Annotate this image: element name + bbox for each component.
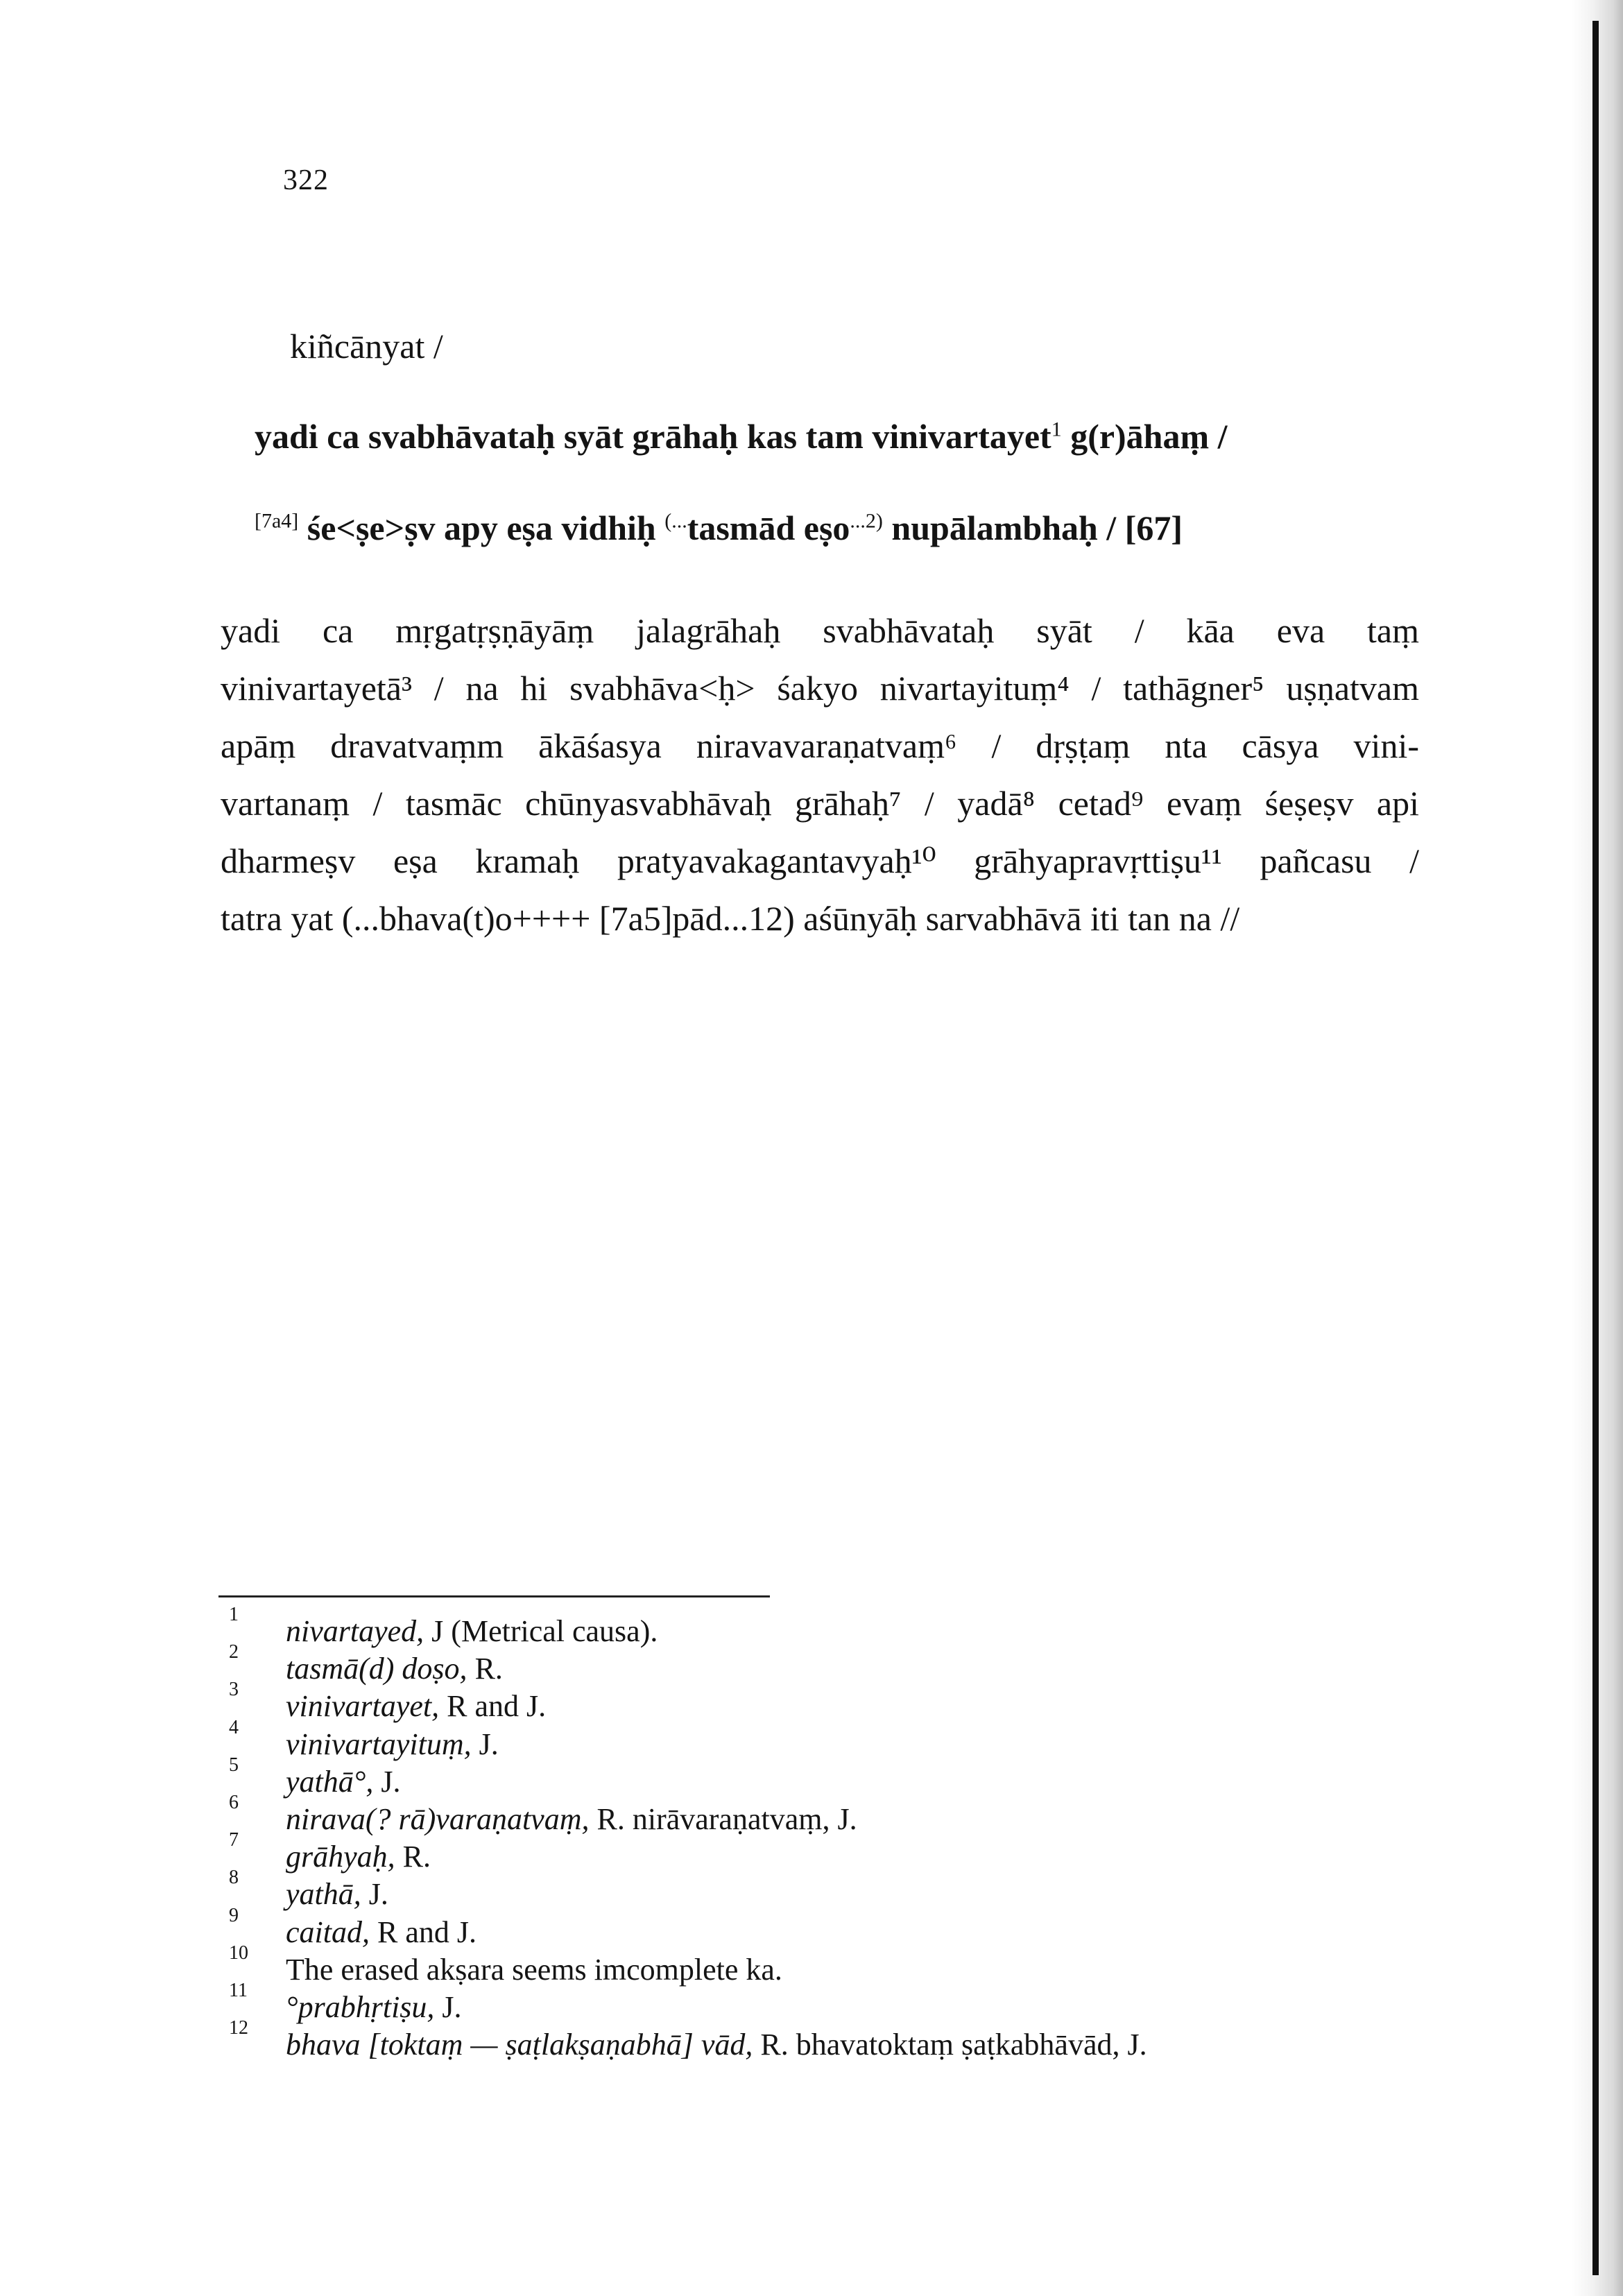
verse-line-1-text: yadi ca svabhāvataḥ syāt grāhaḥ kas tam vinivartayet xyxy=(255,417,1051,456)
footnote-number: 2 xyxy=(229,1641,239,1663)
folio-marker: [7a4] xyxy=(255,509,299,533)
footnote-number: 3 xyxy=(229,1679,239,1701)
verse-line-2 xyxy=(255,508,1183,548)
footnote-item xyxy=(229,1679,1269,1726)
intro-line: kiñcānyat / xyxy=(290,327,443,366)
footnote-item xyxy=(229,1641,1269,1688)
commentary-paragraph xyxy=(221,602,1419,948)
footnote-italic: vinivartayet, xyxy=(286,1689,440,1724)
footnote-number: 5 xyxy=(229,1754,239,1776)
footnote-number: 9 xyxy=(229,1904,239,1926)
verse-line-2-a: śe<ṣe>ṣv apy eṣa vidhiḥ xyxy=(298,508,665,547)
footnote-text: R and J. xyxy=(369,1914,476,1949)
page-number: 322 xyxy=(283,164,329,196)
footnote-ref-1[interactable]: 1 xyxy=(1051,418,1062,441)
footnote-number: 10 xyxy=(229,1942,248,1964)
footnote-italic: vinivartayituṃ, xyxy=(286,1727,472,1761)
footnote-italic: nirava(? rā)varaṇatvaṃ, xyxy=(286,1801,590,1836)
footnote-text: R. nirāvaraṇatvaṃ, J. xyxy=(589,1801,857,1836)
footnote-italic: °prabhṛtiṣu, xyxy=(286,1989,435,2024)
commentary-line: dharmeṣv eṣa kramaḥ pratyavakagantavyaḥ¹⁰ grāhyapravṛttiṣu¹¹ pañcasu / xyxy=(221,841,1419,880)
footnote-item xyxy=(229,1979,1269,2027)
footnote-number: 4 xyxy=(229,1716,239,1738)
verse-line-1-end: g(r)āhaṃ / xyxy=(1061,417,1228,456)
footnotes-list xyxy=(229,1604,1269,2064)
footnote-text: J. xyxy=(361,1877,388,1912)
footnote-italic: nivartayed, xyxy=(286,1614,424,1648)
footnote-divider xyxy=(218,1595,770,1597)
verse-line-2-c: nupālambhaḥ / [67] xyxy=(882,508,1183,547)
footnote-italic: tasmā(d) doṣo, xyxy=(286,1652,467,1686)
footnote-text: J. xyxy=(471,1727,499,1761)
footnote-ref-2-close[interactable]: ...2) xyxy=(850,509,883,533)
commentary-line: yadi ca mṛgatṛṣṇāyāṃ jalagrāhaḥ svabhāvataḥ syāt / kāa eva taṃ xyxy=(221,611,1419,650)
footnote-ref-2-open[interactable]: (... xyxy=(664,509,687,533)
footnote-item xyxy=(229,1942,1269,1989)
footnote-text: The erased akṣara seems imcomplete ka. xyxy=(286,1952,782,1987)
footnote-item xyxy=(229,1754,1269,1801)
footnote-italic: grāhyaḥ, xyxy=(286,1840,395,1874)
footnote-item xyxy=(229,2017,1269,2064)
footnote-italic: yathā, xyxy=(286,1877,361,1912)
footnote-item xyxy=(229,1829,1269,1876)
footnote-number: 1 xyxy=(229,1604,239,1625)
footnote-text: J. xyxy=(373,1764,401,1799)
commentary-line: vartanaṃ / tasmāc chūnyasvabhāvaḥ grāhaḥ⁷ / yadā⁸ cetad⁹ evaṃ śeṣeṣv api xyxy=(221,784,1419,823)
footnote-italic: yathā°, xyxy=(286,1764,374,1799)
footnote-item xyxy=(229,1791,1269,1839)
footnote-italic: bhava [toktaṃ — ṣaṭlakṣaṇabhā] vād, xyxy=(286,2028,753,2062)
commentary-line: tatra yat (...bhava(t)o++++ [7a5]pād...12) aśūnyāḥ sarvabhāvā iti tan na // xyxy=(221,899,1240,938)
footnote-number: 12 xyxy=(229,2017,248,2039)
footnote-number: 8 xyxy=(229,1867,239,1889)
footnote-item xyxy=(229,1867,1269,1914)
footnote-item xyxy=(229,1716,1269,1764)
footnote-text: J (Metrical causa). xyxy=(424,1614,658,1648)
verse-line-1 xyxy=(255,416,1228,456)
footnote-item xyxy=(229,1904,1269,1952)
footnote-item xyxy=(229,1604,1269,1651)
footnote-italic: caitad, xyxy=(286,1914,370,1949)
verse-line-2-b: tasmād eṣo xyxy=(687,508,850,547)
commentary-line: vinivartayetā³ / na hi svabhāva<ḥ> śakyo nivartayituṃ⁴ / tathāgner⁵ uṣṇatvam xyxy=(221,669,1419,708)
footnote-number: 7 xyxy=(229,1829,239,1851)
commentary-line: apāṃ dravatvaṃm ākāśasya niravavaraṇatvaṃ⁶ / dṛṣṭaṃ nta cāsya vini- xyxy=(221,726,1419,765)
footnote-text: R and J. xyxy=(439,1689,547,1724)
footnote-text: J. xyxy=(434,1989,462,2024)
footnote-text: R. bhavatoktaṃ ṣaṭkabhāvād, J. xyxy=(753,2028,1147,2062)
footnote-text: R. xyxy=(395,1840,431,1874)
footnote-number: 6 xyxy=(229,1791,239,1813)
scan-binding-line xyxy=(1592,21,1599,2275)
footnote-number: 11 xyxy=(229,1979,248,2001)
footnote-text: R. xyxy=(467,1652,503,1686)
